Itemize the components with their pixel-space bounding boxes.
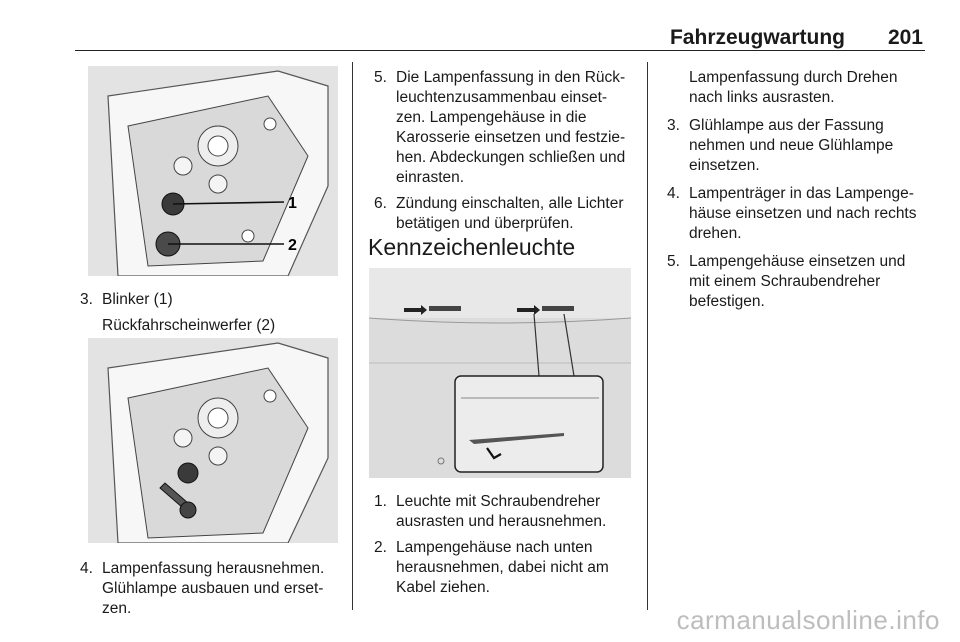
plate-light-steps: [374, 492, 642, 598]
tail-lamp-figure-1: [88, 66, 338, 276]
continued-text: Lampenfassung durch Drehen nach links ausrasten.: [689, 69, 898, 106]
tail-lamp-figure-2: [88, 338, 338, 543]
plate-light-steps-continued: [667, 68, 935, 312]
page-number: 201: [887, 26, 923, 49]
callout-1: 1: [288, 195, 297, 212]
steps-5-6: [374, 68, 642, 234]
license-plate-light-figure: [369, 268, 631, 478]
step-6: 6. Zündung einschalten, alle Lichter betätigen und überprüfen.: [374, 195, 624, 232]
column-divider-2: [647, 62, 648, 610]
plate-step-1: 1. Leuchte mit Schraubendreher ausrasten und herausnehmen.: [374, 493, 607, 530]
step-3: 3. Blinker (1) Rückfahrscheinwerfer (2): [80, 291, 276, 334]
section-title: Fahrzeugwartung: [669, 26, 845, 49]
plate-step-3: 3. Glühlampe aus der Fassung nehmen und neue Glühlampe einsetzen.: [667, 117, 894, 174]
plate-step-5: 5. Lampengehäuse einsetzen und mit einem Schraubendreher befestigen.: [667, 253, 906, 310]
plate-step-2: 2. Lampengehäuse nach unten herausnehmen, dabei nicht am Kabel ziehen.: [374, 539, 609, 596]
column-divider-1: [352, 62, 353, 610]
step-4: 4. Lampenfassung herausnehmen. Glühlampe ausbauen und erset- zen.: [80, 560, 325, 617]
step-5: 5. Die Lampenfassung in den Rück- leuchtenzusammenbau einset- zen. Lampengehäuse in die Karosserie einsetzen und festzie- hen. Abdeckungen schließen und einrasten.: [374, 69, 626, 186]
callout-2: 2: [288, 237, 297, 254]
watermark: carmanualsonline.info: [676, 605, 940, 635]
plate-step-4: 4. Lampenträger in das Lampenge- häuse einsetzen und nach rechts drehen.: [667, 185, 917, 242]
section-heading: Kennzeichenleuchte: [368, 234, 576, 260]
page-header: [75, 26, 925, 51]
